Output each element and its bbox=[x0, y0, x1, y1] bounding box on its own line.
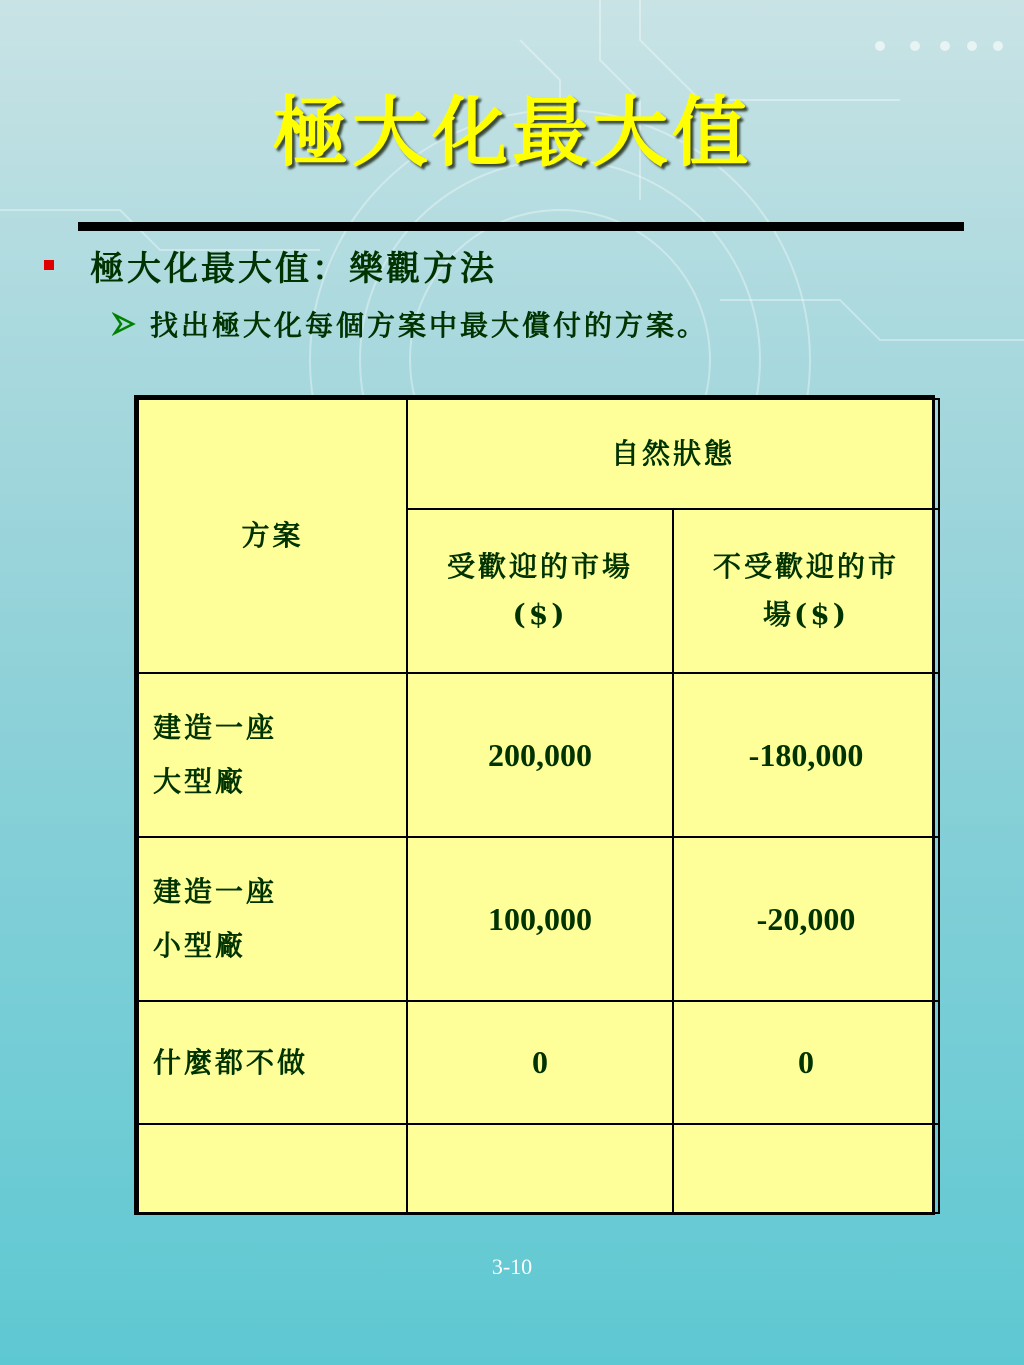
cell-favorable: 100,000 bbox=[407, 837, 673, 1001]
header-states-of-nature: 自然狀態 bbox=[407, 399, 939, 509]
cell-favorable: 200,000 bbox=[407, 673, 673, 837]
header-unfavorable-market bbox=[673, 509, 939, 673]
header-unfavorable-line1: 不受歡迎的市 bbox=[713, 550, 900, 583]
row-label bbox=[138, 673, 407, 837]
table-row bbox=[138, 1001, 939, 1124]
row-label-line1: 什麼都不做 bbox=[153, 1045, 309, 1079]
empty-cell bbox=[138, 1124, 407, 1213]
cell-unfavorable: 0 bbox=[673, 1001, 939, 1124]
row-label bbox=[138, 837, 407, 1001]
cell-favorable: 0 bbox=[407, 1001, 673, 1124]
row-label-line2: 小型廠 bbox=[153, 929, 247, 962]
header-unfavorable-line2: 場($) bbox=[763, 598, 849, 631]
table-row bbox=[138, 673, 939, 837]
row-label-line2: 大型廠 bbox=[153, 765, 247, 798]
sub-bullet-text: 找出極大化每個方案中最大償付的方案。 bbox=[150, 309, 709, 342]
bullet-text: 極大化最大值：樂觀方法 bbox=[90, 248, 497, 289]
sub-bullet-item bbox=[112, 302, 708, 346]
row-label-line1: 建造一座 bbox=[153, 711, 278, 744]
square-bullet-icon bbox=[44, 260, 54, 270]
title-divider bbox=[78, 222, 964, 231]
arrow-bullet-icon bbox=[112, 312, 136, 336]
background-decoration bbox=[0, 0, 1024, 420]
empty-cell bbox=[407, 1124, 673, 1213]
cell-unfavorable: -20,000 bbox=[673, 837, 939, 1001]
table-row-empty bbox=[138, 1124, 939, 1213]
table-row bbox=[138, 837, 939, 1001]
row-label bbox=[138, 1001, 407, 1124]
slide-title: 極大化最大值 bbox=[272, 88, 752, 177]
header-favorable-market bbox=[407, 509, 673, 673]
row-label-line1: 建造一座 bbox=[153, 875, 278, 908]
bullet-item bbox=[44, 240, 497, 290]
header-alternative: 方案 bbox=[138, 399, 407, 673]
cell-unfavorable: -180,000 bbox=[673, 673, 939, 837]
header-favorable-line2: ($) bbox=[512, 598, 568, 631]
header-favorable-line1: 受歡迎的市場 bbox=[446, 550, 633, 583]
empty-cell bbox=[673, 1124, 939, 1213]
payoff-table bbox=[134, 395, 935, 1215]
page-number: 3-10 bbox=[491, 1254, 533, 1279]
